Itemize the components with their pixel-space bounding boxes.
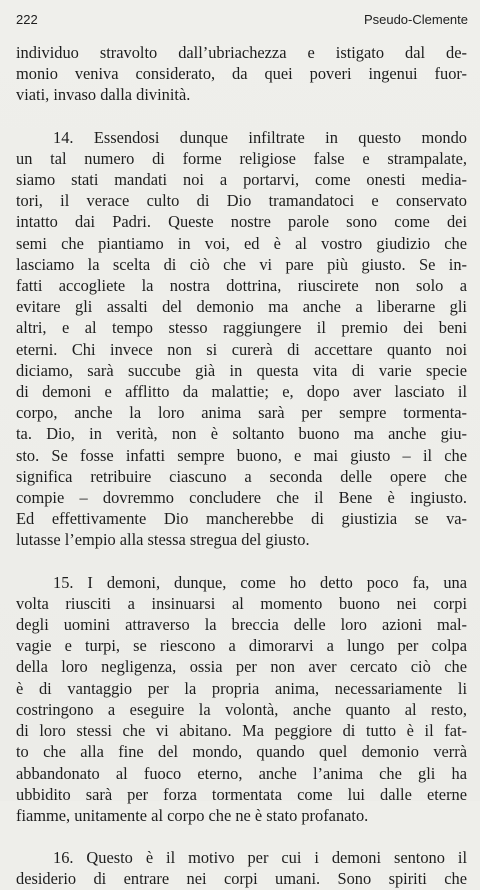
paragraph-section-14 [16, 127, 467, 551]
text-line: lasciamo la scelta di ciò che vi pare più giusto. Se in- [16, 254, 467, 274]
text-line: siamo stati mandati noi a portarvi, come onesti media- [16, 170, 467, 190]
running-title: Pseudo-Clemente [363, 12, 468, 27]
text-line: evitare gli assalti del demonio ma anche a liberarne gli [16, 297, 467, 317]
running-head [16, 12, 468, 32]
text-line: monio veniva considerato, da quei poveri ingenui fuor- [16, 64, 467, 84]
text-line: intatto dai Padri. Queste nostre parole sono come dei [16, 212, 467, 232]
text-line: significa retribuire ciascuno a seconda delle opere che [16, 466, 467, 486]
paragraph-continuation [16, 42, 467, 106]
text-line: volta riusciti a insinuarsi al momento buono nei corpi [16, 593, 467, 613]
text-line: della loro negligenza, ossia per non aver cercato ciò che [16, 657, 467, 677]
paragraph-section-15 [16, 572, 467, 826]
text-line: fiamme, unitamente al corpo che ne è stato profanato. [16, 805, 369, 825]
text-line: 14. Essendosi dunque infiltrate in questo mondo [53, 127, 467, 147]
text-line: ta. Dio, in verità, non è soltanto buono ma anche giu- [16, 424, 467, 444]
text-line: vagie e turpi, se riescono a dimorarvi a lungo per colpa [16, 636, 467, 656]
text-line: to che alla fine del mondo, quando quel demonio verrà [16, 742, 467, 762]
text-line: desiderio di entrare nei corpi umani. Sono spiriti che [16, 869, 467, 889]
text-line: altri, e al tempo stesso raggiungere il premio dei beni [16, 318, 467, 338]
text-line: 16. Questo è il motivo per cui i demoni sentono il [53, 848, 467, 868]
text-line: di demoni e afflitto da malattie; e, dopo aver lasciato il [16, 382, 467, 402]
text-line: abbandonato al fuoco eterno, anche l’anima che gli ha [16, 763, 467, 783]
text-line: corpo, anche la loro anima sarà per sempre tormenta- [16, 403, 467, 423]
body-text [16, 42, 467, 890]
text-line: sto. Se fosse infatti sempre buono, e mai giusto – il che [16, 445, 467, 465]
text-line: semi che piantiamo in voi, ed è al vostro giudizio che [16, 233, 467, 253]
text-line: Ed effettivamente Dio mancherebbe di giustizia se va- [16, 509, 467, 529]
text-line: viati, invaso dalla divinità. [16, 85, 191, 105]
text-line: degli uomini attraverso la breccia delle loro azioni mal- [16, 615, 467, 635]
text-line: un tal numero di forme religiose false e strampalate, [16, 148, 467, 168]
text-line: costringono a eseguire la volontà, anche quanto al resto, [16, 699, 467, 719]
text-line: individuo stravolto dall’ubriachezza e istigato dal de- [16, 43, 467, 62]
text-line: lutasse l’empio alla stessa stregua del giusto. [16, 530, 310, 550]
text-line: eterni. Chi invece non si curerà di accettare quanto noi [16, 339, 467, 359]
text-line: compie – dovremmo concludere che il Bene è ingiusto. [16, 488, 467, 508]
text-line: fatti accogliete la nostra dottrina, riuscirete non solo a [16, 276, 467, 296]
page-number: 222 [16, 12, 38, 27]
text-line: è di vantaggio per la propria anima, necessariamente li [16, 678, 467, 698]
text-line: ubbidito sarà per forza tormentata come lui dalle eterne [16, 784, 467, 804]
text-line: di loro stessi che vi abitano. Ma peggiore di tutto è il fat- [16, 721, 467, 741]
text-line: tori, il verace culto di Dio tramandatoci e conservato [16, 191, 467, 211]
paragraph-section-16 [16, 847, 467, 889]
text-line: 15. I demoni, dunque, come ho detto poco fa, una [53, 572, 467, 592]
text-line: diciamo, sarà succube già in questa vita di varie specie [16, 360, 467, 380]
